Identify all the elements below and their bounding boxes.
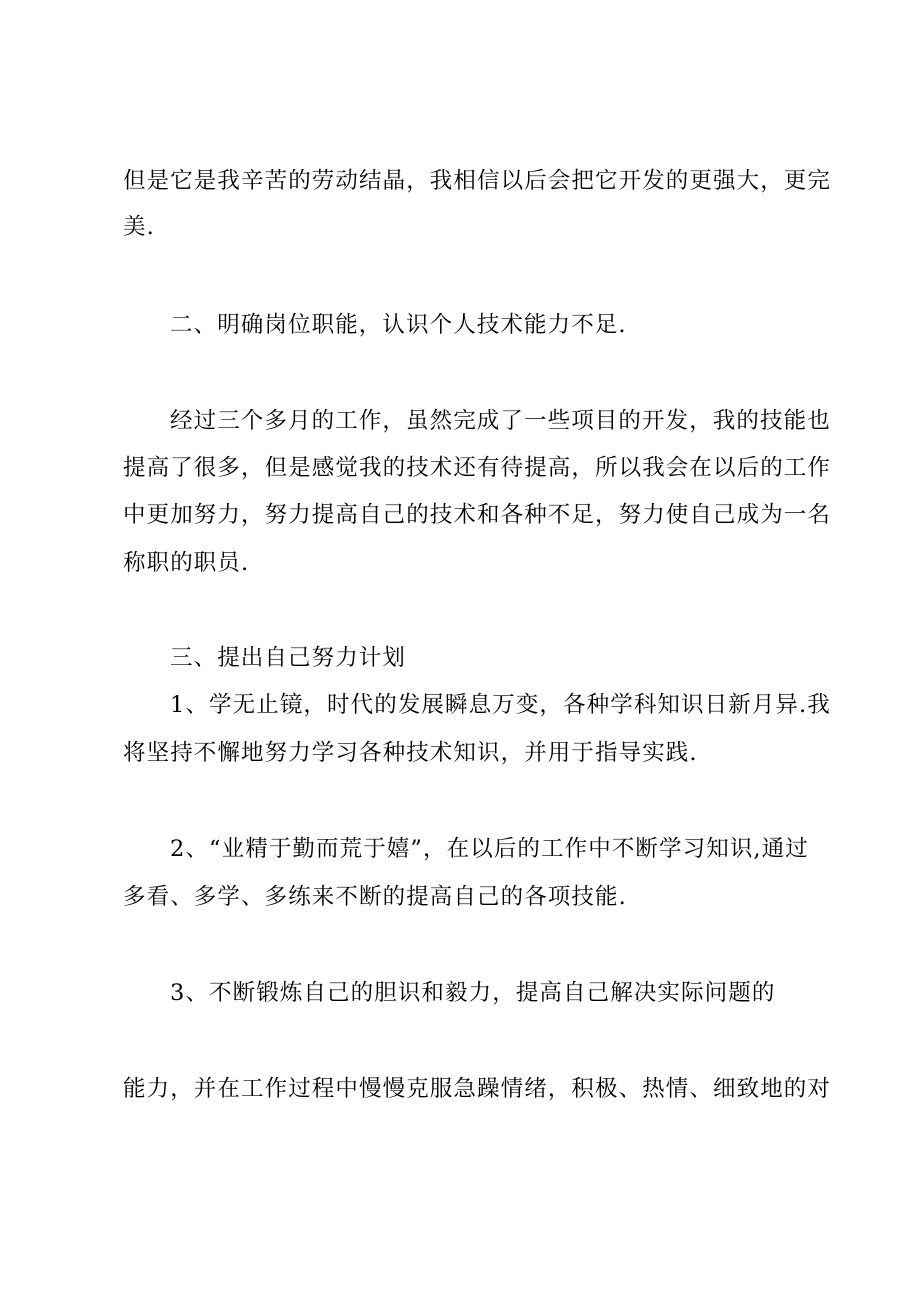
- list-item-1-line-2: 将坚持不懈地努力学习各种技术知识，并用于指导实践.: [123, 740, 698, 766]
- list-item-3-line-2: 能力，并在工作过程中慢慢克服急躁情绪，积极、热情、细致地的对: [123, 1076, 832, 1102]
- list-item-2-line-1: 2、“业精于勤而荒于嬉”，在以后的工作中不断学习知识,通过: [170, 836, 809, 862]
- section-heading-2: 二、明确岗位职能，认识个人技术能力不足.: [170, 312, 627, 338]
- paragraph-2-line-2: 提高了很多，但是感觉我的技术还有待提高，所以我会在以后的工作: [123, 455, 832, 481]
- paragraph-1-line-1: 但是它是我辛苦的劳动结晶，我相信以后会把它开发的更强大，更完: [123, 168, 832, 194]
- list-item-1-line-1: 1、学无止镜，时代的发展瞬息万变，各种学科知识日新月异.我: [170, 692, 831, 718]
- paragraph-2-line-4: 称职的职员.: [123, 550, 250, 576]
- paragraph-2-line-3: 中更加努力，努力提高自己的技术和各种不足，努力使自己成为一名: [123, 502, 832, 528]
- list-item-2-line-2: 多看、多学、多练来不断的提高自己的各项技能.: [123, 884, 627, 910]
- section-heading-3: 三、提出自己努力计划: [170, 645, 407, 671]
- paragraph-2-line-1: 经过三个多月的工作，虽然完成了一些项目的开发，我的技能也: [170, 408, 831, 434]
- paragraph-1-line-2: 美.: [123, 214, 155, 240]
- list-item-3-line-1: 3、不断锻炼自己的胆识和毅力，提高自己解决实际问题的: [170, 980, 776, 1006]
